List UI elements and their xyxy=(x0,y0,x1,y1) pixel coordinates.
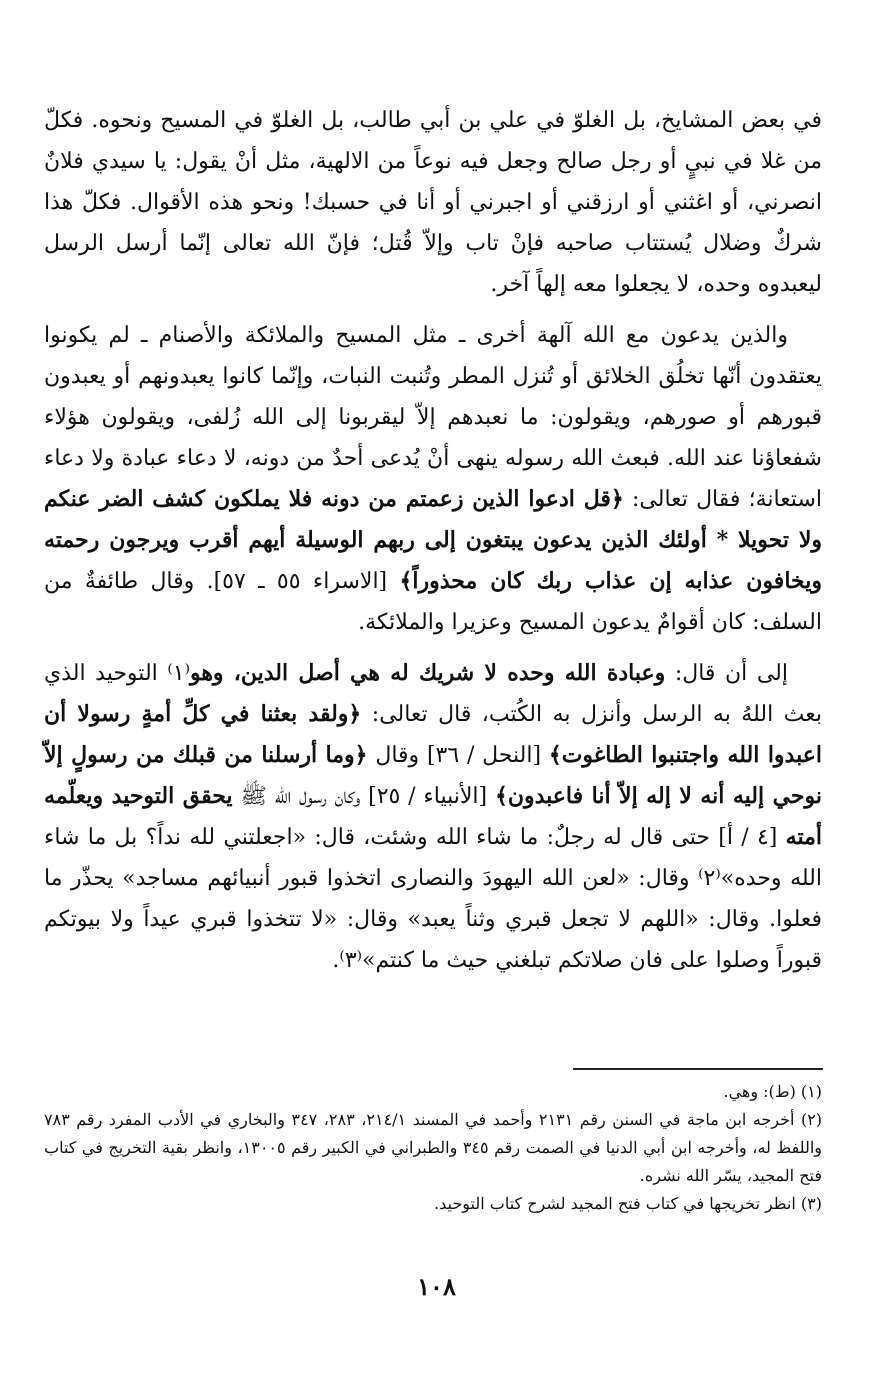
footnote-divider xyxy=(573,1068,823,1070)
text-span: [النحل / ٣٦] وقال xyxy=(367,743,549,768)
text-span: [الاسراء ٥٥ ـ ٥٧]. وقال طائفةٌ من السلف: كان أقوامٌ يدعون المسيح وعزيرا والملائكة. xyxy=(44,569,822,635)
paragraph-3 xyxy=(44,653,822,981)
text-span: إلى أن قال: xyxy=(665,661,788,686)
quran-verse: ﴿وما أرسلنا من قبلك من رسولٍ إلاّ نوحي إليه أنه لا إله إلاّ أنا فاعبدون﴾ xyxy=(44,742,823,809)
text-span: [الأنبياء / ٢٥] وكان رسول الله ﷺ xyxy=(232,784,495,809)
paragraph-1 xyxy=(44,100,822,305)
footnote-1: (١) (ط): وهي. xyxy=(723,1082,822,1101)
main-text xyxy=(44,100,822,981)
quote-emphasis: وعبادة الله وحده لا شريك له هي أصل الدين، وهو xyxy=(189,660,666,686)
text-span: والذين يدعون مع الله آلهة أخرى ـ مثل المسيح والملائكة والأصنام ـ لم يكونوا يعتقدون أنّها تخلُق الخلائق أو تُنزل المطر وتُنبت النبات، وإنّما كانوا يعبدونهم أو يعبدون قبورهم أو صورهم، ويقولون: ما نعبدهم إلاّ ليقربونا إلى الله زُلفى، ويقولون هؤلاء شفعاؤنا عند الله. فبعث الله رسوله ينهى أنْ يُدعى أحدٌ من دونه، لا دعاء عبادة ولا دعاء استعانة؛ فقال تعالى: xyxy=(44,323,822,512)
quran-verse: ﴿قل ادعوا الذين زعمتم من دونه فلا يملكون كشف الضر عنكم ولا تحويلا * أولئك الذين يدعون يبتغون إلى ربهم الوسيلة أيهم أقرب ويرجون رحمته ويخافون عذابه إن عذاب ربك كان محذوراً﴾ xyxy=(44,486,822,594)
paragraph-2 xyxy=(44,315,822,643)
text-span: [٤ / أ] حتى قال له رجلٌ: ما شاء الله وشئت، قال: «اجعلتني لله نداً؟ بل ما شاء الله وحده»⁽٢⁾ وقال: «لعن الله اليهودَ والنصارى اتخذوا قبور أنبيائهم مساجد» يحذّر ما فعلوا. وقال: «اللهم لا تجعل قبري وثناً يعبد» وقال: «لا تتخذوا قبري عيداً ولا بيوتكم قبوراً وصلوا على فان صلاتكم تبلغني حيث ما كنتم»⁽٣⁾. xyxy=(44,825,822,973)
footnote-2: (٢) أخرجه ابن ماجة في السنن رقم ٢١٣١ وأحمد في المسند ٢١٤/١، ٢٨٣، ٣٤٧ والبخاري في الأدب المفرد رقم ٧٨٣ واللفظ له، وأخرجه ابن أبي الدنيا في الصمت رقم ٣٤٥ والطبراني في الكبير رقم ١٣٠٠٥، وانظر بقية التخريج في كتاب فتح المجيد، يسّر الله نشره. xyxy=(44,1110,823,1185)
footnotes xyxy=(44,1078,822,1218)
footnote-3: (٣) انظر تخريجها في كتاب فتح المجيد لشرح كتاب التوحيد. xyxy=(434,1194,822,1213)
text-span: ⁽١⁾ التوحيد الذي بعث اللهُ به الرسل وأنزل به الكُتب، قال تعالى: xyxy=(44,661,822,727)
quran-verse: ﴿ولقد بعثنا في كلِّ أمةٍ رسولا أن اعبدوا الله واجتنبوا الطاغوت﴾ xyxy=(44,701,822,768)
quote-emphasis: يحقق التوحيد ويعلّمه أمته xyxy=(44,783,823,850)
page-number: ١٠٨ xyxy=(417,1272,456,1301)
text-span: في بعض المشايخ، بل الغلوّ في علي بن أبي طالب، بل الغلوّ في المسيح ونحوه. فكلّ من غلا في نبيٍ أو رجل صالح وجعل فيه نوعاً من الالهية، مثل أنْ يقول: يا سيدي فلانٌ انصرني، أو اغثني أو ارزقني أو اجبرني أو أنا في حسبك! ونحو هذه الأقوال. فكلّ هذا شركٌ وضلال يُستتاب صاحبه فإنْ تاب وإلاّ قُتل؛ فإنّ الله تعالى إنّما أرسل الرسل ليعبدوه وحده، لا يجعلوا معه إلهاً آخر. xyxy=(44,108,822,297)
